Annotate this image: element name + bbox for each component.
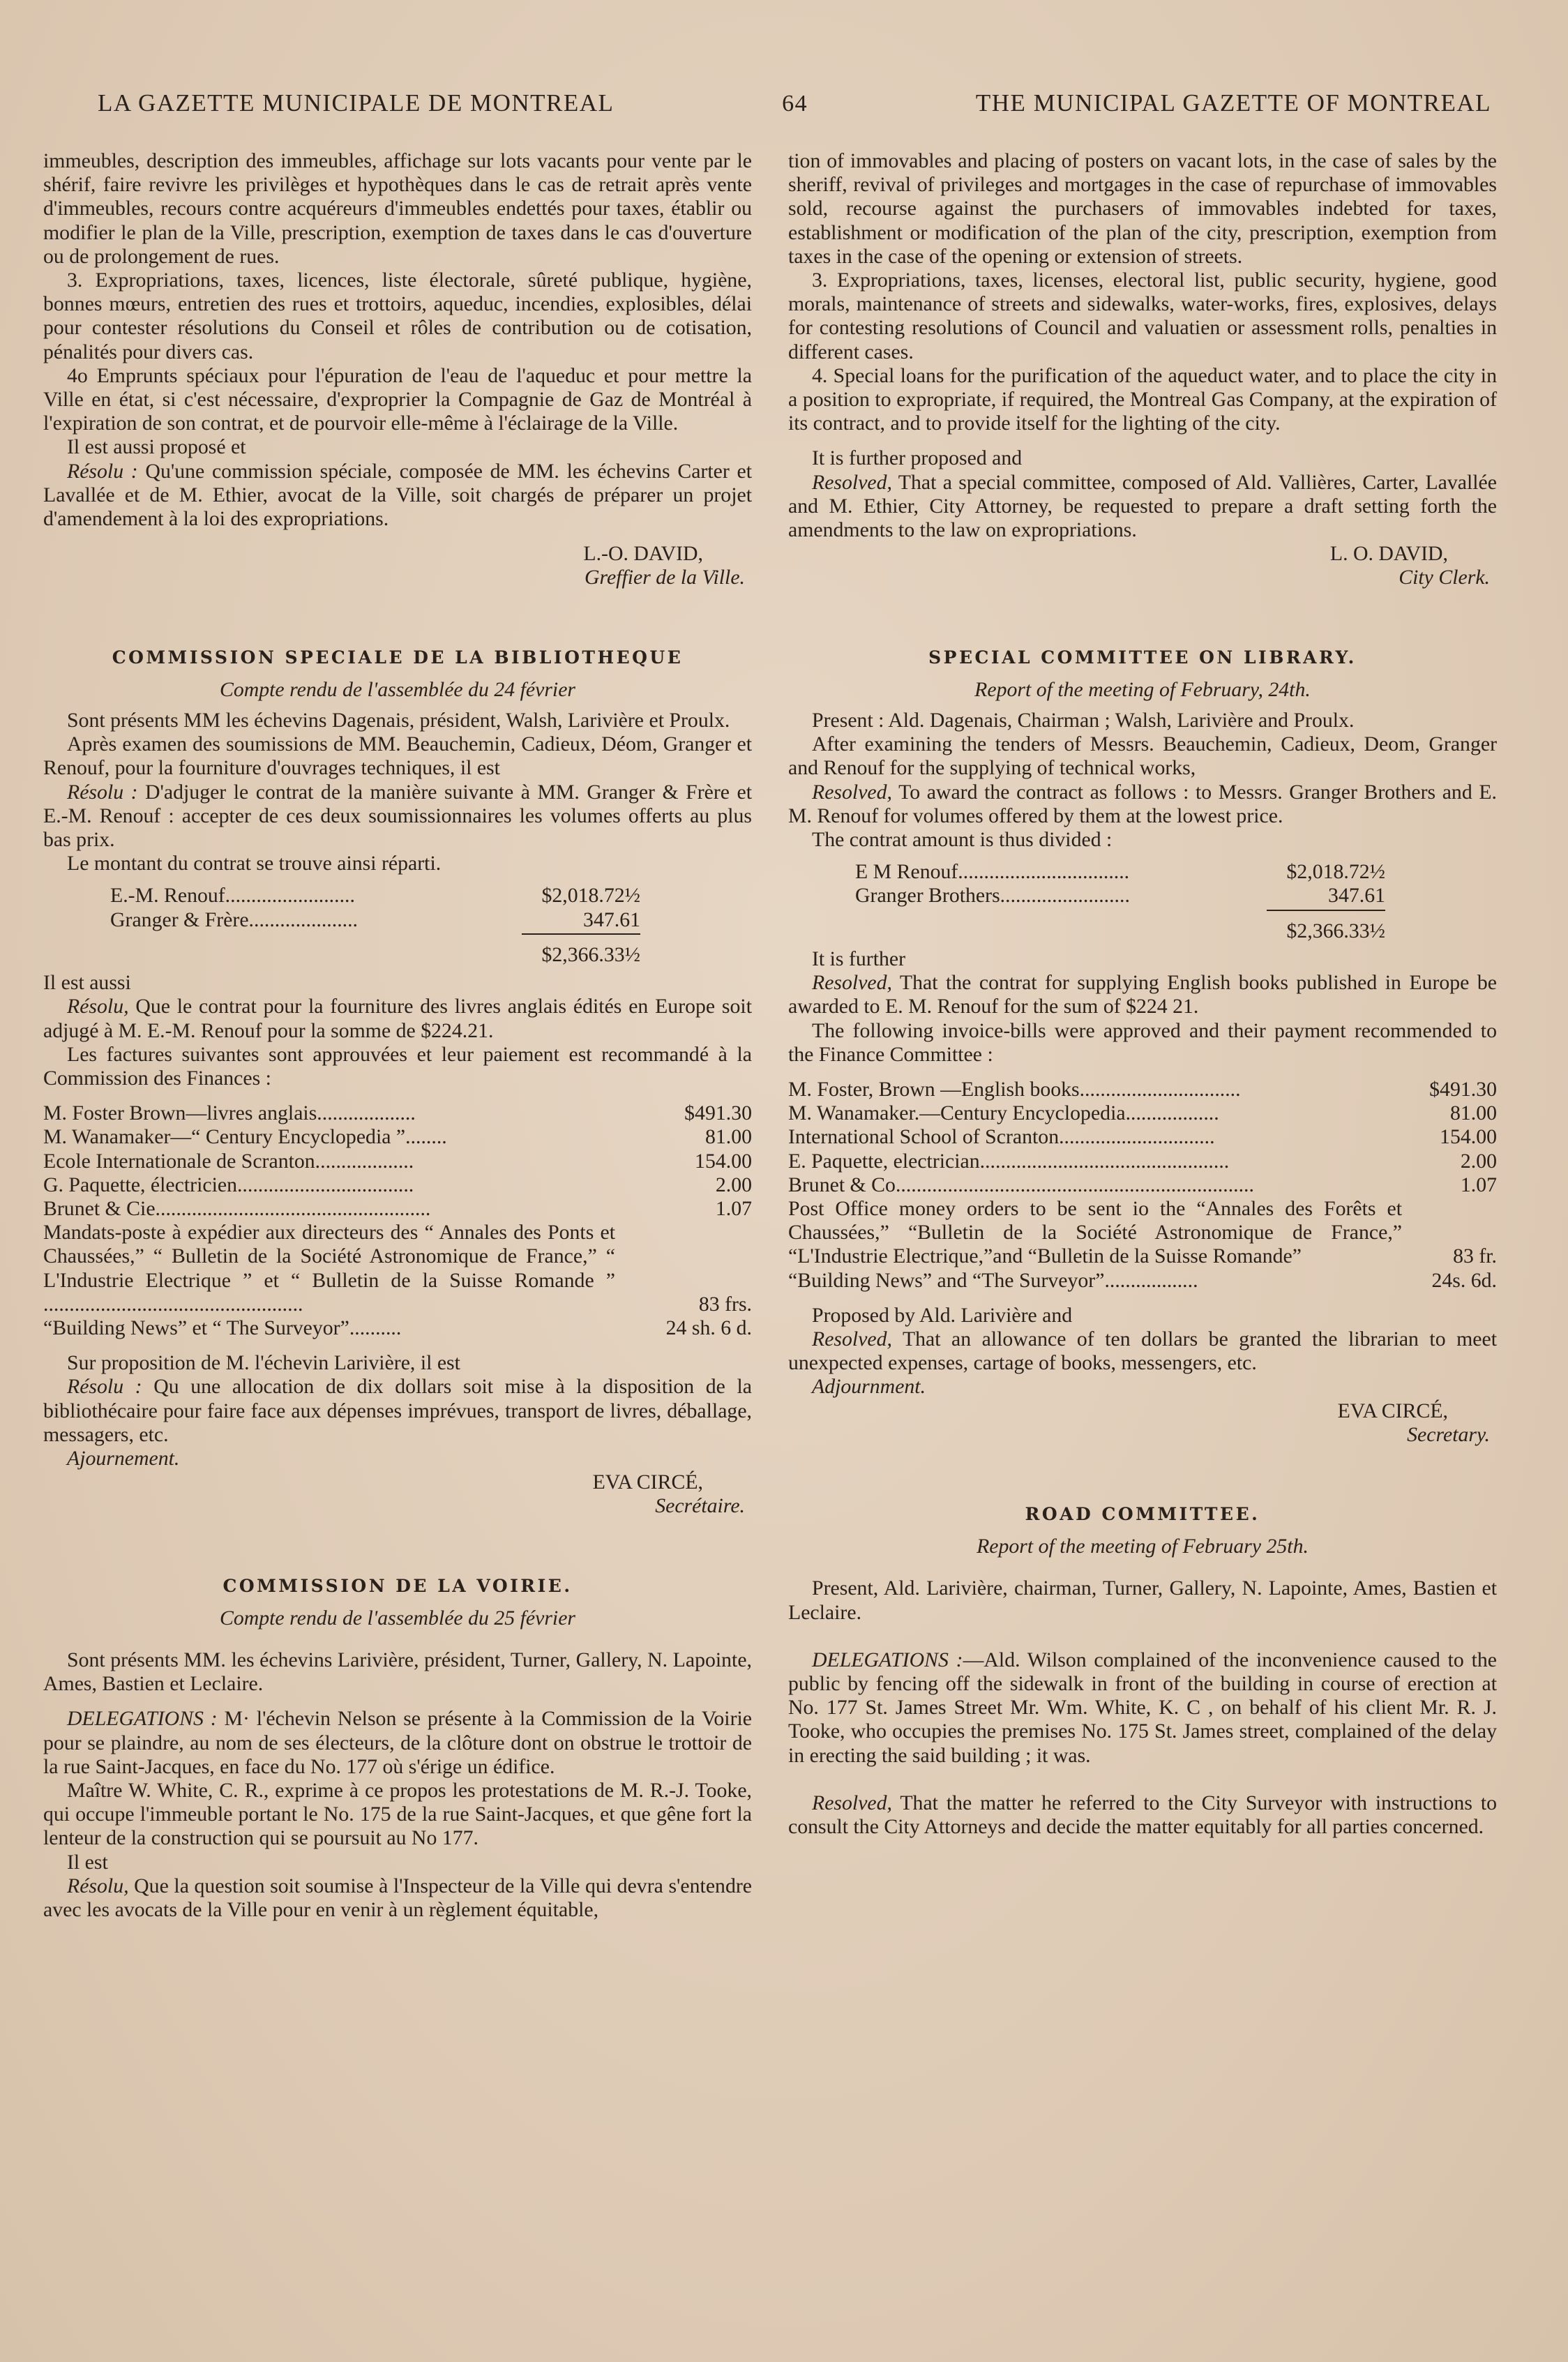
fr-proposal: Il est aussi proposé et: [67, 435, 246, 459]
fr-library-invoices-intro: Les factures suivantes sont approuvées et leur paiement est recommandé à la Commission des Finances :: [43, 1042, 752, 1090]
bill-row: [788, 1125, 1497, 1149]
bill-value: 2.00: [1460, 1149, 1497, 1173]
signatory-role: Secrétaire.: [655, 1494, 745, 1518]
total-rule: [1267, 910, 1385, 911]
en-road-subtitle: Report of the meeting of February 25th.: [977, 1535, 1309, 1558]
fr-library-subtitle: Compte rendu de l'assemblée du 24 février: [219, 677, 576, 701]
fr-road-present: Sont présents MM. les échevins Larivière, président, Turner, Gallery, N. Lapointe, Ames, Bastien et Leclaire.: [43, 1648, 752, 1696]
signatory-role: Greffier de la Ville.: [584, 566, 745, 589]
en-intro-paragraph: tion of immovables and placing of posters on vacant lots, in the case of sales by the sheriff, revival of privileges and mortgages in the case of repurchase of immovables sold, recourse against the purchasers of immovables indebted for taxes, establishment or modification of the plan of the city, prescription, exemption from taxes in the case of the opening or extension of streets.: [788, 149, 1497, 268]
resolved-label: Resolved,: [812, 780, 892, 804]
en-library-invoices-intro: The following invoice-bills were approved and their payment recommended to the Finance Committee :: [788, 1018, 1497, 1066]
amount-total: $2,366.33½: [1286, 919, 1385, 942]
en-library-present: Present : Ald. Dagenais, Chairman ; Walsh, Larivière and Proulx.: [812, 709, 1355, 732]
amount-row: [855, 860, 1385, 884]
amount-label: E M Renouf.................................: [855, 860, 1130, 884]
amount-label: E.-M. Renouf.........................: [110, 884, 355, 908]
resolu-label: Résolu,: [67, 1874, 129, 1897]
bill-label: M. Foster Brown—livres anglais...................: [43, 1101, 416, 1125]
bill-row-building: [43, 1316, 752, 1340]
bill-value: 154.00: [1440, 1125, 1497, 1149]
resolution-text: That a special committee, composed of Ald. Vallières, Carter, Lavallée and M. Ethier, City Attorney, be requested to prepare a draft setting forth the amendments to the law on expropriations.: [788, 470, 1497, 542]
fr-library-resolution-1: [43, 781, 752, 852]
amount-value: 347.61: [583, 908, 640, 931]
fr-resolution: [43, 460, 752, 532]
bill-label: G. Paquette, électricien..................................: [43, 1173, 414, 1196]
resolu-label: Résolu :: [67, 780, 138, 804]
amount-value: 347.61: [1328, 884, 1385, 908]
en-bills-list: [788, 1078, 1497, 1293]
delegations-text: —Ald. Wilson complained of the inconvenience caused to the public by fencing off the sidewalk in front of the building in course of erection at No. 177 St. James Street Mr. Wm. White, K. C , on behalf of his client Mr. R. J. Tooke, who occupies the premises No. 175 St. James street, complained of the delay in erecting the said building ; it was.: [788, 1648, 1498, 1767]
bill-label: M. Foster, Brown —English books...............................: [788, 1077, 1241, 1101]
fr-library-aussi: Il est aussi: [43, 971, 131, 995]
delegations-label: DELEGATIONS :: [67, 1707, 218, 1731]
bill-row: [43, 1101, 752, 1125]
fr-library-adjournment: [43, 1447, 752, 1470]
bill-row-building: [788, 1269, 1497, 1293]
en-library-amount-intro: The contrat amount is thus divided :: [812, 828, 1113, 852]
bill-row-mandats: [43, 1221, 752, 1316]
bill-row: [788, 1101, 1497, 1125]
bill-row: [788, 1078, 1497, 1101]
bill-row: [43, 1173, 752, 1197]
amount-row: [110, 884, 640, 908]
page-number: 64: [782, 91, 808, 116]
fr-signature-david: [43, 542, 752, 589]
bill-value: 24 sh. 6 d.: [665, 1316, 752, 1339]
fr-road-aussi: Il est: [67, 1850, 108, 1874]
bill-row: [43, 1150, 752, 1173]
en-library-subtitle: Report of the meeting of February, 24th.: [974, 677, 1311, 701]
bill-value: 81.00: [1449, 1101, 1497, 1125]
en-library-resolution-1: [788, 781, 1497, 828]
english-column: [788, 149, 1497, 1922]
en-contract-amount-table: [855, 860, 1385, 943]
signatory-name: L.-O. DAVID,: [583, 542, 703, 566]
en-road-resolution: [788, 1791, 1497, 1839]
bill-label: “Building News” and “The Surveyor”..................: [788, 1268, 1198, 1292]
amount-label: Granger & Frère.....................: [110, 908, 358, 931]
resolution-text: That the matter he referred to the City Surveyor with instructions to consult the City Attorneys and decide the matter equitably for all parties concerned.: [788, 1791, 1497, 1838]
resolution-text: Que la question soit soumise à l'Inspecteur de la Ville qui devra s'entendre avec les avocats de la Ville pour en venir à un règlement équitable,: [43, 1874, 752, 1921]
running-header: [98, 89, 1491, 117]
amount-value: $2,018.72½: [1286, 860, 1385, 884]
en-library-tenders: After examining the tenders of Messrs. Beauchemin, Cadieux, Deom, Granger and Renouf for the supplying of technical works,: [788, 732, 1497, 780]
bill-value: 2.00: [715, 1173, 752, 1196]
resolu-label: Résolu,: [67, 995, 129, 1018]
resolution-text: That an allowance of ten dollars be granted the librarian to meet unexpected expenses, cartage of books, messengers, etc.: [788, 1327, 1497, 1375]
bill-label: Ecole Internationale de Scranton...................: [43, 1149, 414, 1173]
adjournment-label: Ajournement.: [67, 1446, 180, 1470]
bill-row: [43, 1125, 752, 1149]
fr-item-4: 4o Emprunts spéciaux pour l'épuration de l'eau de l'aqueduc et pour mettre la Ville en état, si c'est nécessaire, d'exproprier la Compagnie de Gaz de Montréal à l'expiration de son contrat, et de pourvoir elle-même à l'éclairage de la Ville.: [43, 363, 752, 435]
fr-intro-paragraph: immeubles, description des immeubles, affichage sur lots vacants pour vente par le shérif, faire revivre les privilèges et hypothèques dans le cas de retrait après vente d'immeubles, recours contre acquéreurs d'immeubles endettés pour taxes, établir ou modifier le plan de la Ville, prescription, exemption de taxes dans le cas d'ouverture ou de prolongement de rues.: [43, 149, 752, 268]
bill-label: Post Office money orders to be sent io the “Annales des Forêts et Chaussées,” “Bulletin de la Société Astronomique de France,” “L'Industrie Electrique,”and “Bulletin de la Suisse Romande”: [788, 1196, 1402, 1268]
resolution-text: To award the contract as follows : to Messrs. Granger Brothers and E. M. Renouf for volumes offered by them at the lowest price.: [788, 780, 1497, 827]
fr-road-subtitle: Compte rendu de l'assemblée du 25 février: [219, 1606, 576, 1630]
bill-value: $491.30: [684, 1101, 752, 1125]
bill-value: 1.07: [1460, 1173, 1497, 1196]
resolu-label: Résolu :: [67, 1375, 142, 1399]
en-library-section-title: SPECIAL COMMITTEE ON LIBRARY.: [928, 647, 1357, 668]
signatory-name: EVA CIRCÉ,: [1337, 1399, 1448, 1422]
signatory-role: Secretary.: [1407, 1422, 1490, 1446]
fr-road-section-title: COMMISSION DE LA VOIRIE.: [223, 1575, 573, 1596]
bill-value: 1.07: [715, 1196, 752, 1220]
fr-library-tenders: Après examen des soumissions de MM. Beauchemin, Cadieux, Déom, Granger et Renouf, pour la fourniture d'ouvrages techniques, il est: [43, 732, 752, 780]
fr-library-resolution-2: [43, 995, 752, 1042]
delegations-text: M· l'échevin Nelson se présente à la Commission de la Voirie pour se plaindre, au nom de ses électeurs, de la clôture dont on obstrue le trottoir de la rue Saint-Jacques, en face du No. 177 où s'érige un édifice.: [43, 1707, 753, 1778]
signatory-name: L. O. DAVID,: [1329, 542, 1448, 566]
en-item-3: 3. Expropriations, taxes, licenses, electoral list, public security, hygiene, good morals, maintenance of streets and sidewalks, water-works, fires, explosives, delays for contesting resolutions of Council and valuatien or assessment rolls, penalties in different cases.: [788, 269, 1497, 363]
amount-value: $2,018.72½: [541, 884, 640, 908]
en-proposal: It is further proposed and: [812, 446, 1023, 470]
bill-value: 154.00: [695, 1149, 752, 1173]
amount-row: [110, 908, 640, 932]
amount-row: [855, 884, 1385, 908]
fr-road-resolution: [43, 1874, 752, 1922]
fr-item-3: 3. Expropriations, taxes, licences, liste électorale, sûreté publique, hygiène, bonnes mœurs, entretien des rues et trottoirs, aqueduc, incendies, explosibles, délai pour contester résolutions du Conseil et rôles de contribution ou de cotisation, pénalités pour divers cas.: [43, 269, 752, 363]
signatory-role: City Clerk.: [1399, 566, 1490, 589]
fr-road-white: Maître W. White, C. R., exprime à ce propos les protestations de M. R.-J. Tooke, qui occupe l'immeuble portant le No. 175 de la rue Saint-Jacques, et que gêne fort la lenteur de la construction qui se poursuit au No 177.: [43, 1778, 752, 1850]
bill-value: 24s. 6d.: [1431, 1268, 1497, 1292]
adjournment-label: Adjournment.: [812, 1375, 926, 1399]
fr-bills-list: [43, 1101, 752, 1340]
bill-value: 83 fr.: [1453, 1244, 1497, 1268]
en-library-adjournment: [788, 1375, 1497, 1399]
bill-label: M. Wanamaker—“ Century Encyclopedia ”........: [43, 1125, 447, 1149]
bill-row: [43, 1197, 752, 1221]
french-column: [43, 149, 752, 1922]
bill-label: Brunet & Cie.....................................................: [43, 1196, 431, 1220]
delegations-label: DELEGATIONS :: [812, 1648, 963, 1671]
en-library-further: It is further: [812, 947, 906, 970]
resolved-label: Resolved,: [812, 470, 892, 494]
bill-row: [788, 1150, 1497, 1173]
fr-road-delegations: [43, 1707, 752, 1779]
resolved-label: Resolved,: [812, 1791, 892, 1814]
fr-library-amount-intro: Le montant du contrat se trouve ainsi réparti.: [67, 852, 442, 875]
signatory-name: EVA CIRCÉ,: [592, 1470, 703, 1494]
en-road-present: Present, Ald. Larivière, chairman, Turner, Gallery, N. Lapointe, Ames, Bastien et Leclaire.: [788, 1577, 1497, 1624]
resolu-label: Résolu :: [67, 459, 138, 483]
en-library-proposal: Proposed by Ald. Larivière and: [812, 1303, 1073, 1327]
resolution-text: Que le contrat pour la fourniture des livres anglais édités en Europe soit adjugé à M. E.-M. Renouf pour la somme de $224.21.: [43, 995, 752, 1042]
resolved-label: Resolved,: [812, 1327, 892, 1351]
bill-label: Mandats-poste à expédier aux directeurs des “ Annales des Ponts et Chaussées,” “ Bulletin de la Société Astronomique de France,” “ L'Industrie Electrique ” et “ Bulletin de la Suisse Romande ” ..................................................: [43, 1221, 615, 1316]
bill-label: “Building News” et “ The Surveyor”..........: [43, 1316, 402, 1339]
two-column-body: [43, 149, 1497, 1922]
bill-label: M. Wanamaker.—Century Encyclopedia..................: [788, 1101, 1219, 1125]
en-library-resolution-2: [788, 971, 1497, 1018]
en-item-4: 4. Special loans for the purification of the aqueduct water, and to place the city in a position to expropriate, if required, the Montreal Gas Company, at the expiration of its contract, and to provide itself for the lighting of the city.: [788, 363, 1497, 435]
resolved-label: Resolved,: [812, 971, 892, 995]
fr-library-section-title: COMMISSION SPECIALE DE LA BIBLIOTHEQUE: [112, 647, 684, 668]
bill-value: $491.30: [1429, 1077, 1497, 1101]
fr-library-proposal: Sur proposition de M. l'échevin Larivière, il est: [67, 1351, 460, 1375]
resolution-text: Qu une allocation de dix dollars soit mise à la disposition de la bibliothécaire pour faire face aux dépenses imprévues, transport de livres, déballage, messagers, etc.: [43, 1375, 752, 1446]
fr-library-present: Sont présents MM les échevins Dagenais, président, Walsh, Larivière et Proulx.: [67, 709, 730, 732]
bill-label: Brunet & Co.....................................................................: [788, 1173, 1254, 1196]
en-library-resolution-3: [788, 1327, 1497, 1375]
en-resolution: [788, 471, 1497, 543]
bill-row-post-office: [788, 1197, 1497, 1269]
en-road-delegations: [788, 1648, 1497, 1768]
amount-total: $2,366.33½: [541, 942, 640, 966]
header-english-title: THE MUNICIPAL GAZETTE OF MONTREAL: [975, 89, 1491, 116]
fr-contract-amount-table: [110, 884, 640, 967]
total-rule: [522, 933, 640, 935]
bill-value: 81.00: [704, 1125, 752, 1149]
fr-signature-circe: [43, 1470, 752, 1518]
header-french-title: LA GAZETTE MUNICIPALE DE MONTREAL: [98, 89, 615, 116]
en-signature-david: [788, 542, 1497, 589]
en-road-section-title: ROAD COMMITTEE.: [1025, 1503, 1260, 1524]
resolution-text: Qu'une commission spéciale, composée de MM. les échevins Carter et Lavallée et de M. Ethier, avocat de la Ville, soit chargés de préparer un projet d'amendement à la loi des expropriations.: [43, 459, 752, 531]
resolution-text: That the contrat for supplying English books published in Europe be awarded to E. M. Renouf for the sum of $224 21.: [788, 971, 1497, 1018]
fr-library-resolution-3: [43, 1375, 752, 1447]
resolution-text: D'adjuger le contrat de la manière suivante à MM. Granger & Frère et E.-M. Renouf : accepter de ces deux soumissionnaires les volumes offerts au plus bas prix.: [43, 780, 752, 852]
en-signature-circe: [788, 1399, 1497, 1447]
amount-label: Granger Brothers.........................: [855, 884, 1130, 908]
bill-row: [788, 1173, 1497, 1197]
bill-label: E. Paquette, electrician................................................: [788, 1149, 1230, 1173]
bill-value: 83 frs.: [698, 1292, 752, 1316]
bill-label: International School of Scranton..............................: [788, 1125, 1215, 1149]
